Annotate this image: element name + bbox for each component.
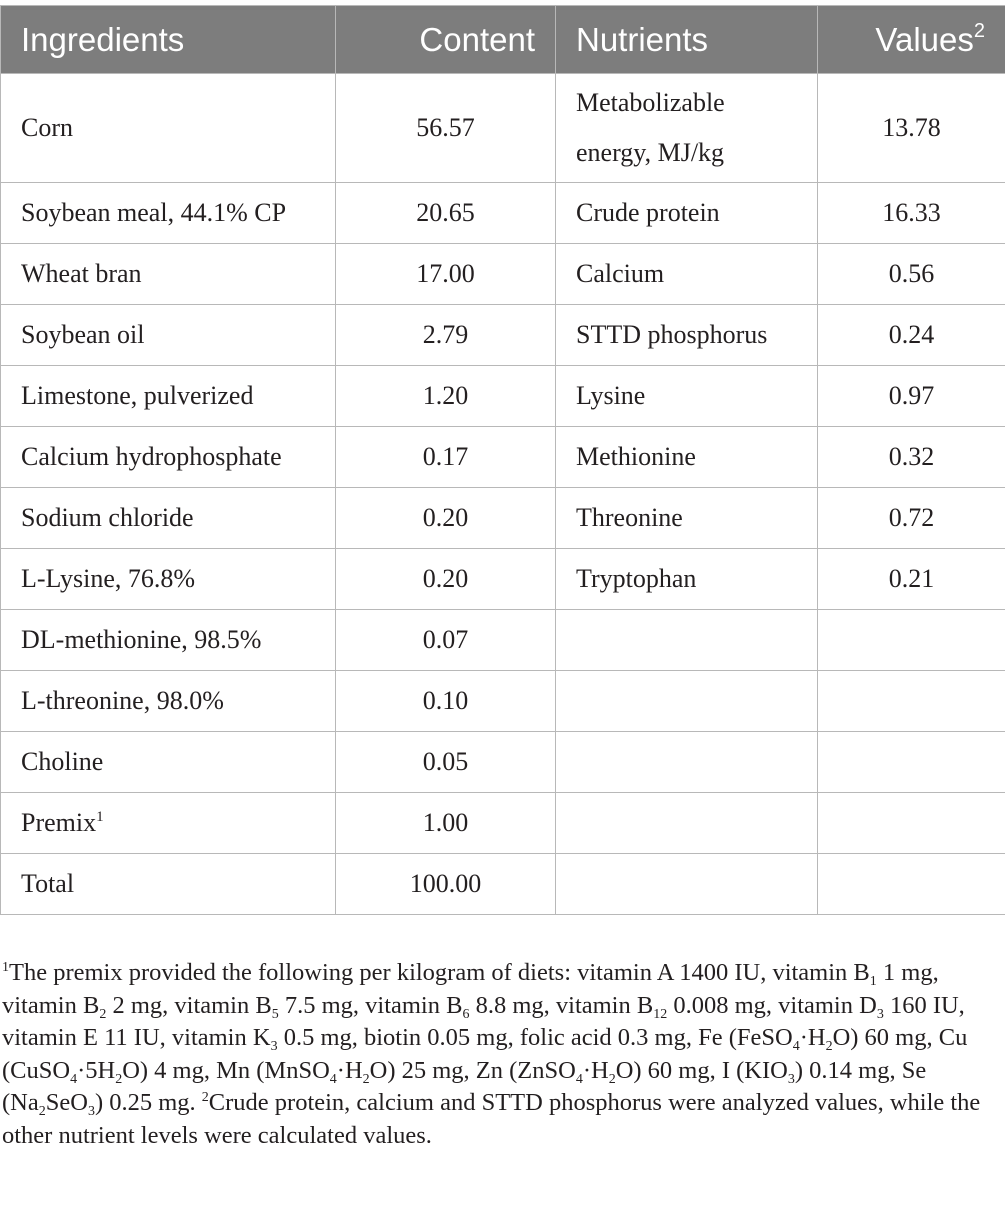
value-cell bbox=[818, 793, 1005, 854]
content-cell: 1.20 bbox=[336, 366, 556, 427]
ingredient-cell bbox=[1, 793, 336, 854]
nutrient-cell bbox=[556, 732, 818, 793]
footnote-1: $^1$The premix provided the following per kilogram of diets: vitamin A 1400 IU, vitamin $B_1$ 1 mg, vitamin $B_2$ 2 mg, vitamin $B_5$ 7.5 mg, vitamin $B_6$ 8.8 mg, vitamin $B_{12}$ 0.008 mg, vitamin $D_3$ 160 IU, vitamin E 11 IU, vitamin $K_3$ 0.5 mg, biotin 0.05 mg, folic acid 0.3 mg, Fe $(FeSO_4\cdot H_2O)$ 60 mg, Cu $(CuSO_4\cdot 5H_2O)$ 4 mg, Mn $(MnSO_4\cdot H_2O)$ 25 mg, Zn $(ZnSO_4\cdot H_2O)$ 60 mg, I $(KIO_3)$ 0.14 mg, Se $(Na_2SeO_3)$ 0.25 mg. bbox=[2, 959, 968, 1119]
value-cell: 0.97 bbox=[818, 366, 1005, 427]
header-ingredients: Ingredients bbox=[1, 6, 336, 74]
table-row bbox=[1, 610, 1005, 671]
table-row bbox=[1, 427, 1005, 488]
ingredient-cell: Soybean oil bbox=[1, 305, 336, 366]
ingredient-cell: L-threonine, 98.0% bbox=[1, 671, 336, 732]
table-row bbox=[1, 549, 1005, 610]
content-cell: 2.79 bbox=[336, 305, 556, 366]
value-cell: 16.33 bbox=[818, 183, 1005, 244]
content-cell: 0.05 bbox=[336, 732, 556, 793]
diet-composition-table bbox=[0, 5, 1005, 915]
nutrient-cell bbox=[556, 610, 818, 671]
table-row bbox=[1, 854, 1005, 915]
header-values-footnote-mark: 2 bbox=[973, 19, 985, 42]
value-cell: 0.32 bbox=[818, 427, 1005, 488]
table-row bbox=[1, 732, 1005, 793]
content-cell: 20.65 bbox=[336, 183, 556, 244]
value-cell: 0.56 bbox=[818, 244, 1005, 305]
value-cell bbox=[818, 854, 1005, 915]
header-nutrients: Nutrients bbox=[556, 6, 818, 74]
table-row bbox=[1, 671, 1005, 732]
header-values-label: Values bbox=[875, 20, 974, 58]
value-cell: 0.21 bbox=[818, 549, 1005, 610]
nutrient-cell bbox=[556, 793, 818, 854]
content-cell: 56.57 bbox=[336, 74, 556, 183]
ingredient-cell: L-Lysine, 76.8% bbox=[1, 549, 336, 610]
content-cell: 1.00 bbox=[336, 793, 556, 854]
value-cell bbox=[818, 610, 1005, 671]
ingredient-cell: DL-methionine, 98.5% bbox=[1, 610, 336, 671]
value-cell: 0.24 bbox=[818, 305, 1005, 366]
value-cell: 0.72 bbox=[818, 488, 1005, 549]
content-cell: 0.20 bbox=[336, 549, 556, 610]
table-row bbox=[1, 793, 1005, 854]
nutrient-cell: Methionine bbox=[556, 427, 818, 488]
value-cell: 13.78 bbox=[818, 74, 1005, 183]
nutrient-cell: Lysine bbox=[556, 366, 818, 427]
ingredient-cell: Wheat bran bbox=[1, 244, 336, 305]
table-row bbox=[1, 244, 1005, 305]
table-footnotes bbox=[2, 957, 1002, 1152]
nutrient-cell bbox=[556, 671, 818, 732]
footnote-2: $^2$Crude protein, calcium and STTD phosphorus were analyzed values, while the other nutrient levels were calculated values. bbox=[2, 1089, 981, 1149]
nutrient-cell: Metabolizable energy, MJ/kg bbox=[556, 74, 818, 183]
content-cell: 0.17 bbox=[336, 427, 556, 488]
nutrient-cell: Crude protein bbox=[556, 183, 818, 244]
header-content: Content bbox=[336, 6, 556, 74]
content-cell: 100.00 bbox=[336, 854, 556, 915]
value-cell bbox=[818, 671, 1005, 732]
content-cell: 0.10 bbox=[336, 671, 556, 732]
ingredient-label: Premix bbox=[21, 808, 97, 837]
ingredient-cell: Total bbox=[1, 854, 336, 915]
table-header-row bbox=[1, 6, 1005, 74]
ingredient-cell: Calcium hydrophosphate bbox=[1, 427, 336, 488]
ingredient-cell: Sodium chloride bbox=[1, 488, 336, 549]
premix-footnote-mark: 1 bbox=[96, 809, 104, 825]
content-cell: 0.20 bbox=[336, 488, 556, 549]
nutrient-cell bbox=[556, 854, 818, 915]
table-row bbox=[1, 74, 1005, 183]
value-cell bbox=[818, 732, 1005, 793]
ingredient-cell: Soybean meal, 44.1% CP bbox=[1, 183, 336, 244]
nutrient-cell: Threonine bbox=[556, 488, 818, 549]
nutrient-cell: Tryptophan bbox=[556, 549, 818, 610]
content-cell: 0.07 bbox=[336, 610, 556, 671]
table-row bbox=[1, 183, 1005, 244]
table-row bbox=[1, 488, 1005, 549]
table-row bbox=[1, 305, 1005, 366]
nutrient-cell: STTD phosphorus bbox=[556, 305, 818, 366]
header-values bbox=[818, 6, 1005, 74]
content-cell: 17.00 bbox=[336, 244, 556, 305]
nutrient-cell: Calcium bbox=[556, 244, 818, 305]
table-row bbox=[1, 366, 1005, 427]
ingredient-cell: Limestone, pulverized bbox=[1, 366, 336, 427]
ingredient-cell: Choline bbox=[1, 732, 336, 793]
ingredient-cell: Corn bbox=[1, 74, 336, 183]
